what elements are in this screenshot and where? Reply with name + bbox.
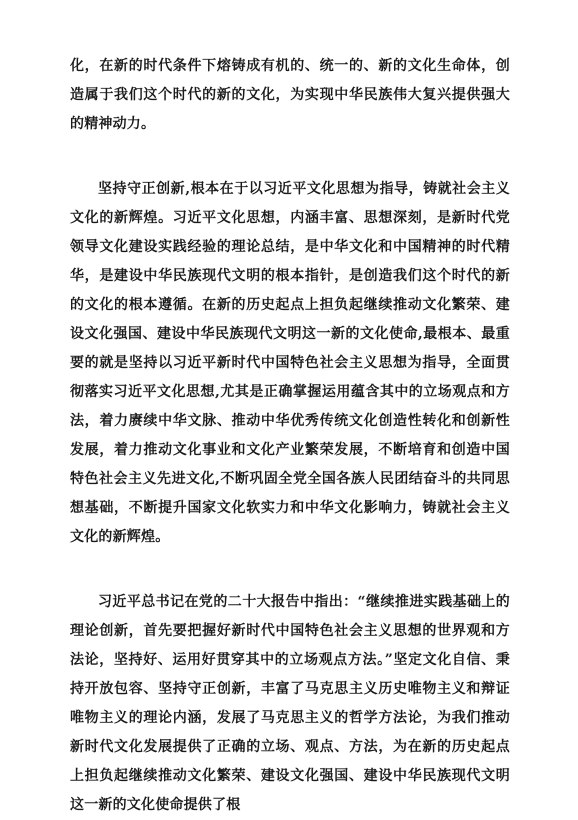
paragraph-continuation: 化，在新的时代条件下熔铸成有机的、统一的、新的文化生命体，创造属于我们这个时代的新的文化，为实现中华民族伟大复兴提供强大的精神动力。 xyxy=(70,58,510,132)
paragraph-gap xyxy=(70,552,510,588)
paragraph-twentieth-congress-report: 习近平总书记在党的二十大报告中指出：“继续推进实践基础上的理论创新，首先要把握好新时代中国特色社会主义思想的世界观和方法论，坚持好、运用好贯穿其中的立场观点方法。”坚定文化自信、秉持开放包容、坚持守正创新，丰富了马克思主义历史唯物主义和辩证唯物主义的理论内涵，发展了马克思主义的哲学方法论，为我们推动新时代文化发展提供了正确的立场、观点、方法，为在新的历史起点上担负起继续推动文化繁荣、建设文化强国、建设中华民族现代文明这一新的文化使命提供了根 xyxy=(70,594,510,813)
paragraph-upholding-integrity-innovation: 坚持守正创新,根本在于以习近平文化思想为指导，铸就社会主义文化的新辉煌。习近平文化思想，内涵丰富、思想深刻，是新时代党领导文化建设实践经验的理论总结，是中华文化和中国精神的时代精华，是建设中华民族现代文明的根本指针，是创造我们这个时代的新的文化的根本遵循。在新的历史起点上担负起继续推动文化繁荣、建设文化强国、建设中华民族现代文明这一新的文化使命,最根本、最重要的就是坚持以习近平新时代中国特色社会主义思想为指导，全面贯彻落实习近平文化思想,尤其是正确掌握运用蕴含其中的立场观点和方法，着力赓续中华文脉、推动中华优秀传统文化创造性转化和创新性发展，着力推动文化事业和文化产业繁荣发展，不断培育和创造中国特色社会主义先进文化,不断巩固全党全国各族人民团结奋斗的共同思想基础，不断提升国家文化软实力和中华文化影响力，铸就社会主义文化的新辉煌。 xyxy=(70,181,510,545)
paragraph-gap xyxy=(70,139,510,175)
document-page xyxy=(70,52,510,820)
